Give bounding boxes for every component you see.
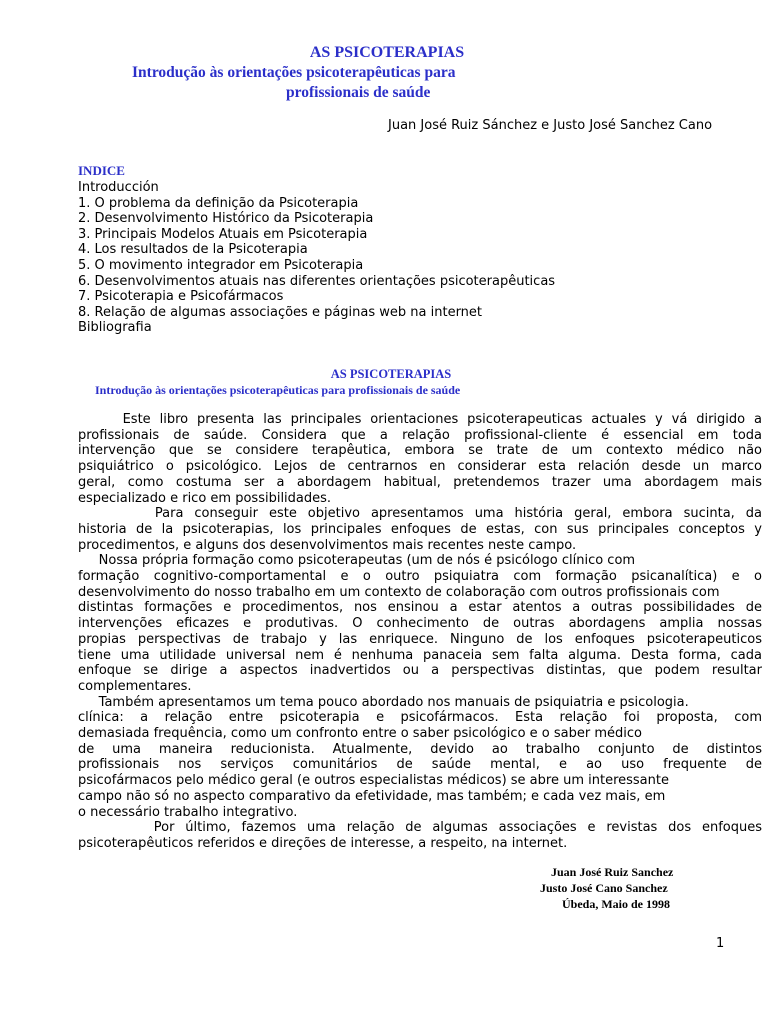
body-line: campo não só no aspecto comparativo da efetividade, mas também; e cada vez mais, em xyxy=(78,788,666,804)
document-subtitle-line-1: Introdução às orientações psicoterapêuticas para xyxy=(132,64,456,81)
body-line: Nossa própria formação como psicoterapeutas (um de nós é psicólogo clínico com xyxy=(78,553,636,569)
toc-item: 5. O movimento integrador em Psicoterapia xyxy=(78,257,364,273)
document-subtitle-line-2: profissionais de saúde xyxy=(286,84,431,101)
toc-item: 4. Los resultados de la Psicoterapia xyxy=(78,242,308,258)
body-line: geral, como costuma ser a abordagem habitual, pretendemos trazer uma abordagem mais xyxy=(78,474,762,490)
toc-item: Bibliografia xyxy=(78,320,152,336)
document-title: AS PSICOTERAPIAS xyxy=(309,44,465,61)
body-line: complementares. xyxy=(78,678,192,694)
body-line: intervenções eficazes e produtivas. O conhecimento de outras abordagens amplia nossas xyxy=(78,616,762,632)
body-line: Também apresentamos um tema pouco abordado nos manuais de psiquiatria e psicologia. xyxy=(78,694,689,710)
section-title: AS PSICOTERAPIAS xyxy=(330,367,452,381)
body-line: psicoterapêuticos referidos e direções de interesse, a respeito, na internet. xyxy=(78,835,568,851)
toc-item: Introducción xyxy=(78,180,159,195)
toc-item: 3. Principais Modelos Atuais em Psicoterapia xyxy=(78,226,368,242)
body-line: de uma maneira reducionista. Atualmente, devido ao trabalho conjunto de distintos xyxy=(78,741,762,757)
body-line: Por último, fazemos uma relação de algumas associações e revistas dos enfoques xyxy=(78,820,762,836)
toc-item: 6. Desenvolvimentos atuais nas diferentes orientações psicoterapêuticas xyxy=(78,273,556,289)
body-line: historia de la psicoterapias, los principales enfoques de estas, con sus principales conceptos y xyxy=(78,521,762,537)
body-line: demasiada frequência, como um confronto entre o saber psicológico e o saber médico xyxy=(78,726,642,742)
signature-place-date: Úbeda, Maio de 1998 xyxy=(562,897,670,911)
body-line: formação cognitivo-comportamental e o outro psiquiatra com formação psicanalítica) e o xyxy=(78,569,762,585)
index-heading: INDICE xyxy=(78,163,125,178)
body-line: intervenção que se considere terapêutica, embora se trate de um contexto médico não xyxy=(78,443,762,459)
toc-item: 2. Desenvolvimento Histórico da Psicoterapia xyxy=(78,211,374,227)
body-line: Para conseguir este objetivo apresentamos uma história geral, embora sucinta, da xyxy=(78,506,762,522)
body-line: especializado e rico em possibilidades. xyxy=(78,490,332,506)
body-line: Este libro presenta las principales orientaciones psicoterapeuticas actuales y vá dirigido a xyxy=(78,412,762,427)
section-subtitle: Introdução às orientações psicoterapêuticas para profissionais de saúde xyxy=(95,383,461,397)
body-line: profissionais nos serviços comunitários de saúde mental, e ao uso frequente de xyxy=(78,757,762,773)
body-line: procedimentos, e alguns dos desenvolvimentos mais recentes neste campo. xyxy=(78,537,577,553)
body-line: psicofármacos pelo médico geral (e outros especialistas médicos) se abre um interessante xyxy=(78,773,669,789)
body-text xyxy=(78,412,762,852)
body-line: psiquiátrico o psicológico. Lejos de centrarnos en considerar esta relación desde un marco xyxy=(78,459,762,475)
signature-author-1: Juan José Ruiz Sanchez xyxy=(551,865,674,879)
authors-line: Juan José Ruiz Sánchez e Justo José Sanchez Cano xyxy=(388,118,713,133)
toc-item: 1. O problema da definição da Psicoterapia xyxy=(78,195,359,211)
page-number: 1 xyxy=(716,936,725,951)
body-line: desenvolvimento do nosso trabalho em um contexto de colaboração com outros profissionais com xyxy=(78,584,720,600)
body-line: profissionais de saúde. Considera que a relação profissional-cliente é essencial em toda xyxy=(78,427,762,443)
body-line: propias perspectivas de trabajo y las enriquece. Ninguno de los enfoques psicoterapeuticos xyxy=(78,631,762,647)
table-of-contents xyxy=(78,180,555,336)
body-line: tiene uma utilidade universal nem é nenhuma panaceia sem falta alguma. Desta forma, cada xyxy=(78,647,762,663)
body-line: clínica: a relação entre psicoterapia e psicofármacos. Esta relação foi proposta, com xyxy=(78,710,762,726)
body-line: distintas formações e procedimentos, nos ensinou a estar atentos a outras possibilidades de xyxy=(78,600,762,616)
toc-item: 8. Relação de algumas associações e páginas web na internet xyxy=(78,304,483,320)
toc-item: 7. Psicoterapia e Psicofármacos xyxy=(78,289,284,305)
body-line: enfoque se dirige a aspectos inadvertidos ou a perspectivas distintas, que podem resultar xyxy=(78,663,762,679)
body-line: o necessário trabalho integrativo. xyxy=(78,804,298,820)
signature-author-2: Justo José Cano Sanchez xyxy=(540,881,668,895)
